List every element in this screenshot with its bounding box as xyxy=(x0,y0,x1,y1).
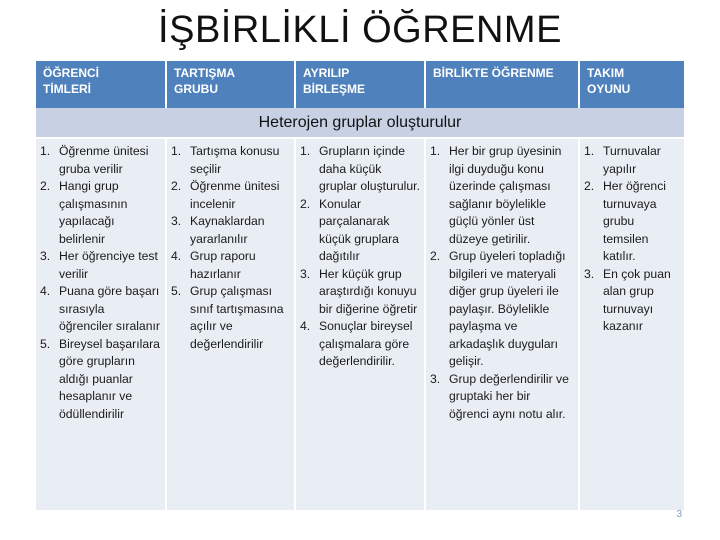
list-number: 2. xyxy=(584,179,595,193)
header-line: ÖĞRENCİ xyxy=(43,66,100,80)
header-line: TİMLERİ xyxy=(43,82,91,96)
list-number: 1. xyxy=(430,144,441,158)
list-item xyxy=(430,143,570,248)
list-text: Grupların içinde daha küçük gruplar oluşturulur. xyxy=(319,144,420,193)
header-line: BİRLEŞME xyxy=(303,82,366,96)
list-text: Her öğrenciye test verilir xyxy=(59,249,158,281)
list-number: 2. xyxy=(430,249,441,263)
header-line: BİRLİKTE ÖĞRENME xyxy=(433,66,554,80)
header-cell xyxy=(296,61,424,108)
list-text: Grup raporu hazırlanır xyxy=(190,249,256,281)
list-text: Kaynaklardan yararlanılır xyxy=(190,214,265,246)
header-cell xyxy=(167,61,294,108)
list-text: Grup üyeleri topladığı bilgileri ve materyali diğer grup üyeleri ile paylaşır. Böylelikle paylaşma ve arkadaşlık duyguları gelişir. xyxy=(449,249,566,368)
list-text: Puana göre başarı sırasıyla öğrenciler sıralanır xyxy=(59,284,160,333)
header-line: GRUBU xyxy=(174,82,218,96)
list-item xyxy=(584,266,680,336)
list-item xyxy=(40,283,161,336)
list-item xyxy=(300,196,420,266)
list-text: Bireysel başarılara göre grupların aldığı puanlar hesaplanır ve ödüllendirilir xyxy=(59,336,160,421)
list-number: 1. xyxy=(584,144,595,158)
header-cell xyxy=(426,61,578,108)
list-item xyxy=(40,336,161,424)
header-cell xyxy=(36,61,165,108)
header-line: TARTIŞMA xyxy=(174,66,236,80)
list-text: En çok puan alan grup turnuvayı kazanır xyxy=(603,266,671,333)
list-item xyxy=(171,213,290,248)
header-line: AYRILIP xyxy=(303,66,350,80)
list-text: Konular parçalanarak küçük gruplara dağıtılır xyxy=(319,196,399,263)
list-item xyxy=(171,178,290,213)
list-text: Her öğrenci turnuvaya grubu temsilen katılır. xyxy=(603,179,666,263)
column-cell xyxy=(580,139,684,510)
list-number: 5. xyxy=(171,284,182,298)
column-cell xyxy=(167,139,294,510)
list-text: Öğrenme ünitesi incelenir xyxy=(190,179,280,211)
list-number: 4. xyxy=(300,319,311,333)
list-number: 2. xyxy=(171,179,182,193)
list-number: 1. xyxy=(300,144,311,158)
list-number: 2. xyxy=(300,196,311,211)
column-cell xyxy=(296,139,424,510)
list-text: Her küçük grup araştırdığı konuyu bir diğerine öğretir xyxy=(319,266,418,316)
list-number: 3. xyxy=(430,371,441,386)
list-text: Grup çalışması sınıf tartışmasına açılır ve değerlendirilir xyxy=(190,284,284,351)
list-text: Grup değerlendirilir ve gruptaki her bir öğrenci aynı notu alır. xyxy=(449,371,569,421)
column-cell xyxy=(36,139,165,510)
list-number: 3. xyxy=(40,249,51,263)
list-item xyxy=(171,283,290,353)
comparison-table xyxy=(36,61,684,510)
header-line: TAKIM xyxy=(587,66,625,80)
list-number: 1. xyxy=(40,144,51,158)
banner-row: Heterojen gruplar oluşturulur xyxy=(36,108,684,137)
header-cell xyxy=(580,61,684,108)
list-number: 5. xyxy=(40,336,51,351)
list-number: 3. xyxy=(584,266,595,281)
list-item xyxy=(40,248,161,283)
list-text: Turnuvalar yapılır xyxy=(603,144,661,176)
list-number: 4. xyxy=(171,249,182,263)
list-item xyxy=(300,143,420,196)
list-item xyxy=(40,143,161,178)
list-item xyxy=(300,318,420,371)
page-number: 3 xyxy=(676,509,682,520)
list-item xyxy=(430,248,570,371)
list-item xyxy=(171,143,290,178)
list-item xyxy=(171,248,290,283)
list-text: Tartışma konusu seçilir xyxy=(190,144,280,176)
slide-title: İŞBİRLİKLİ ÖĞRENME xyxy=(158,9,562,51)
list-item xyxy=(584,143,680,178)
list-item xyxy=(430,371,570,424)
list-number: 2. xyxy=(40,179,51,193)
list-text: Sonuçlar bireysel çalışmalara göre değerlendirilir. xyxy=(319,319,413,368)
list-item xyxy=(300,266,420,319)
list-text: Hangi grup çalışmasının yapılacağı belirlenir xyxy=(59,179,128,246)
column-cell xyxy=(426,139,578,510)
list-text: Her bir grup üyesinin ilgi duyduğu konu üzerinde çalışması sağlanır böylelikle güçlü yönler üst düzeye getirilir. xyxy=(449,144,562,246)
list-item xyxy=(40,178,161,248)
list-number: 4. xyxy=(40,284,51,298)
list-text: Öğrenme ünitesi gruba verilir xyxy=(59,144,149,176)
list-number: 1. xyxy=(171,144,182,158)
list-number: 3. xyxy=(300,266,311,281)
list-number: 3. xyxy=(171,214,182,228)
header-line: OYUNU xyxy=(587,82,631,96)
list-item xyxy=(584,178,680,266)
